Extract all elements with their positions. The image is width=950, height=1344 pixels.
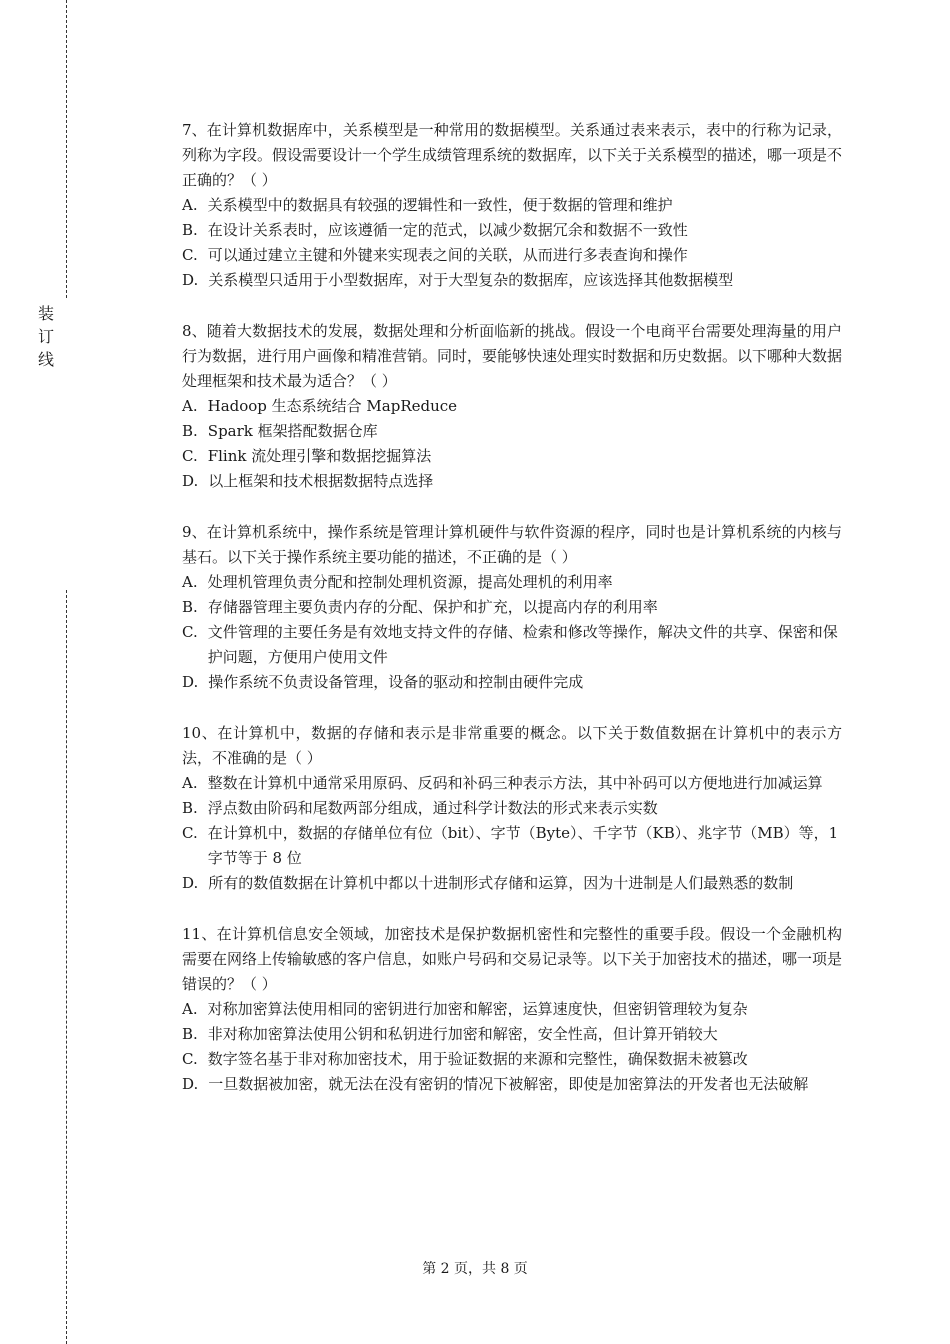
option-text: 文件管理的主要任务是有效地支持文件的存储、检索和修改等操作，解决文件的共享、保密和保护问题，方便用户使用文件: [207, 623, 838, 666]
option-letter: C.: [182, 1050, 198, 1068]
option-d: [182, 469, 842, 494]
option-letter: B.: [182, 221, 198, 239]
option-b: [182, 218, 842, 243]
option-text: 非对称加密算法使用公钥和私钥进行加密和解密，安全性高，但计算开销较大: [207, 1025, 718, 1043]
option-text: 整数在计算机中通常采用原码、反码和补码三种表示方法，其中补码可以方便地进行加减运算: [207, 774, 823, 792]
option-c: [182, 821, 842, 871]
option-a: [182, 193, 842, 218]
option-b: [182, 1022, 842, 1047]
option-letter: D.: [182, 874, 199, 892]
option-d: [182, 871, 842, 896]
page-number: 第 2 页，共 8 页: [422, 1261, 528, 1277]
option-a: [182, 394, 842, 419]
option-text: 在计算机中，数据的存储单位有位（bit）、字节（Byte）、千字节（KB）、兆字节（MB）等，1 字节等于 8 位: [207, 824, 839, 867]
option-letter: C.: [182, 447, 198, 465]
question-11: [182, 922, 842, 1097]
binding-char: 装: [37, 304, 54, 323]
option-letter: D.: [182, 472, 199, 490]
question-stem: 9、在计算机系统中，操作系统是管理计算机硬件与软件资源的程序，同时也是计算机系统的内核与基石。以下关于操作系统主要功能的描述，不正确的是（ ）: [182, 523, 842, 566]
option-c: [182, 1047, 842, 1072]
option-text: 对称加密算法使用相同的密钥进行加密和解密，运算速度快，但密钥管理较为复杂: [207, 1000, 748, 1018]
option-text: 存储器管理主要负责内存的分配、保护和扩充，以提高内存的利用率: [207, 598, 658, 616]
option-letter: A.: [182, 774, 198, 792]
option-text: 操作系统不负责设备管理，设备的驱动和控制由硬件完成: [208, 673, 584, 691]
option-a: [182, 570, 842, 595]
binding-dashed-line-bottom: [66, 590, 67, 1344]
question-stem: 8、随着大数据技术的发展，数据处理和分析面临新的挑战。假设一个电商平台需要处理海量的用户行为数据，进行用户画像和精准营销。同时，要能够快速处理实时数据和历史数据。以下哪种大数据处理框架和技术最为适合？（ ）: [182, 322, 843, 390]
option-letter: C.: [182, 623, 198, 641]
option-d: [182, 1072, 842, 1097]
option-letter: D.: [182, 1075, 199, 1093]
option-text: 可以通过建立主键和外键来实现表之间的关联，从而进行多表查询和操作: [207, 246, 688, 264]
option-text: 所有的数值数据在计算机中都以十进制形式存储和运算，因为十进制是人们最熟悉的数制: [208, 874, 794, 892]
option-letter: B.: [182, 1025, 198, 1043]
page-footer: [0, 1258, 950, 1278]
option-text: Flink 流处理引擎和数据挖掘算法: [207, 447, 432, 465]
option-b: [182, 796, 842, 821]
option-text: 关系模型只适用于小型数据库，对于大型复杂的数据库，应该选择其他数据模型: [208, 271, 734, 289]
option-letter: A.: [182, 397, 198, 415]
question-9: [182, 520, 842, 695]
option-letter: A.: [182, 1000, 198, 1018]
option-letter: C.: [182, 246, 198, 264]
option-c: [182, 620, 842, 670]
binding-label: [36, 304, 56, 370]
option-d: [182, 268, 842, 293]
option-c: [182, 444, 842, 469]
option-text: 在设计关系表时，应该遵循一定的范式，以减少数据冗余和数据不一致性: [207, 221, 688, 239]
option-text: Hadoop 生态系统结合 MapReduce: [207, 397, 458, 415]
option-b: [182, 595, 842, 620]
option-a: [182, 997, 842, 1022]
option-a: [182, 771, 842, 796]
option-letter: B.: [182, 799, 198, 817]
question-stem: 11、在计算机信息安全领域，加密技术是保护数据机密性和完整性的重要手段。假设一个金融机构需要在网络上传输敏感的客户信息，如账户号码和交易记录等。以下关于加密技术的描述，哪一项是错误的？（ ）: [182, 925, 843, 993]
option-letter: D.: [182, 271, 199, 289]
option-text: 数字签名基于非对称加密技术，用于验证数据的来源和完整性，确保数据未被篡改: [207, 1050, 748, 1068]
question-stem: 10、在计算机中，数据的存储和表示是非常重要的概念。以下关于数值数据在计算机中的表示方法，不准确的是（ ）: [182, 724, 842, 767]
option-text: 浮点数由阶码和尾数两部分组成，通过科学计数法的形式来表示实数: [207, 799, 658, 817]
option-letter: C.: [182, 824, 198, 842]
question-10: [182, 721, 842, 896]
question-stem: 7、在计算机数据库中，关系模型是一种常用的数据模型。关系通过表来表示，表中的行称为记录，列称为字段。假设需要设计一个学生成绩管理系统的数据库，以下关于关系模型的描述，哪一项是不正确的？（ ）: [182, 121, 843, 189]
option-text: Spark 框架搭配数据仓库: [207, 422, 378, 440]
option-text: 一旦数据被加密，就无法在没有密钥的情况下被解密，即使是加密算法的开发者也无法破解: [208, 1075, 809, 1093]
option-text: 关系模型中的数据具有较强的逻辑性和一致性，便于数据的管理和维护: [207, 196, 673, 214]
question-list: [182, 118, 842, 1123]
binding-char: 线: [37, 350, 54, 369]
binding-char: 订: [37, 327, 54, 346]
option-letter: A.: [182, 573, 198, 591]
option-letter: D.: [182, 673, 199, 691]
option-letter: B.: [182, 422, 198, 440]
option-d: [182, 670, 842, 695]
question-8: [182, 319, 842, 494]
option-text: 处理机管理负责分配和控制处理机资源，提高处理机的利用率: [207, 573, 613, 591]
binding-dashed-line-top: [66, 0, 67, 298]
option-text: 以上框架和技术根据数据特点选择: [208, 472, 434, 490]
option-c: [182, 243, 842, 268]
option-letter: B.: [182, 598, 198, 616]
option-letter: A.: [182, 196, 198, 214]
option-b: [182, 419, 842, 444]
question-7: [182, 118, 842, 293]
